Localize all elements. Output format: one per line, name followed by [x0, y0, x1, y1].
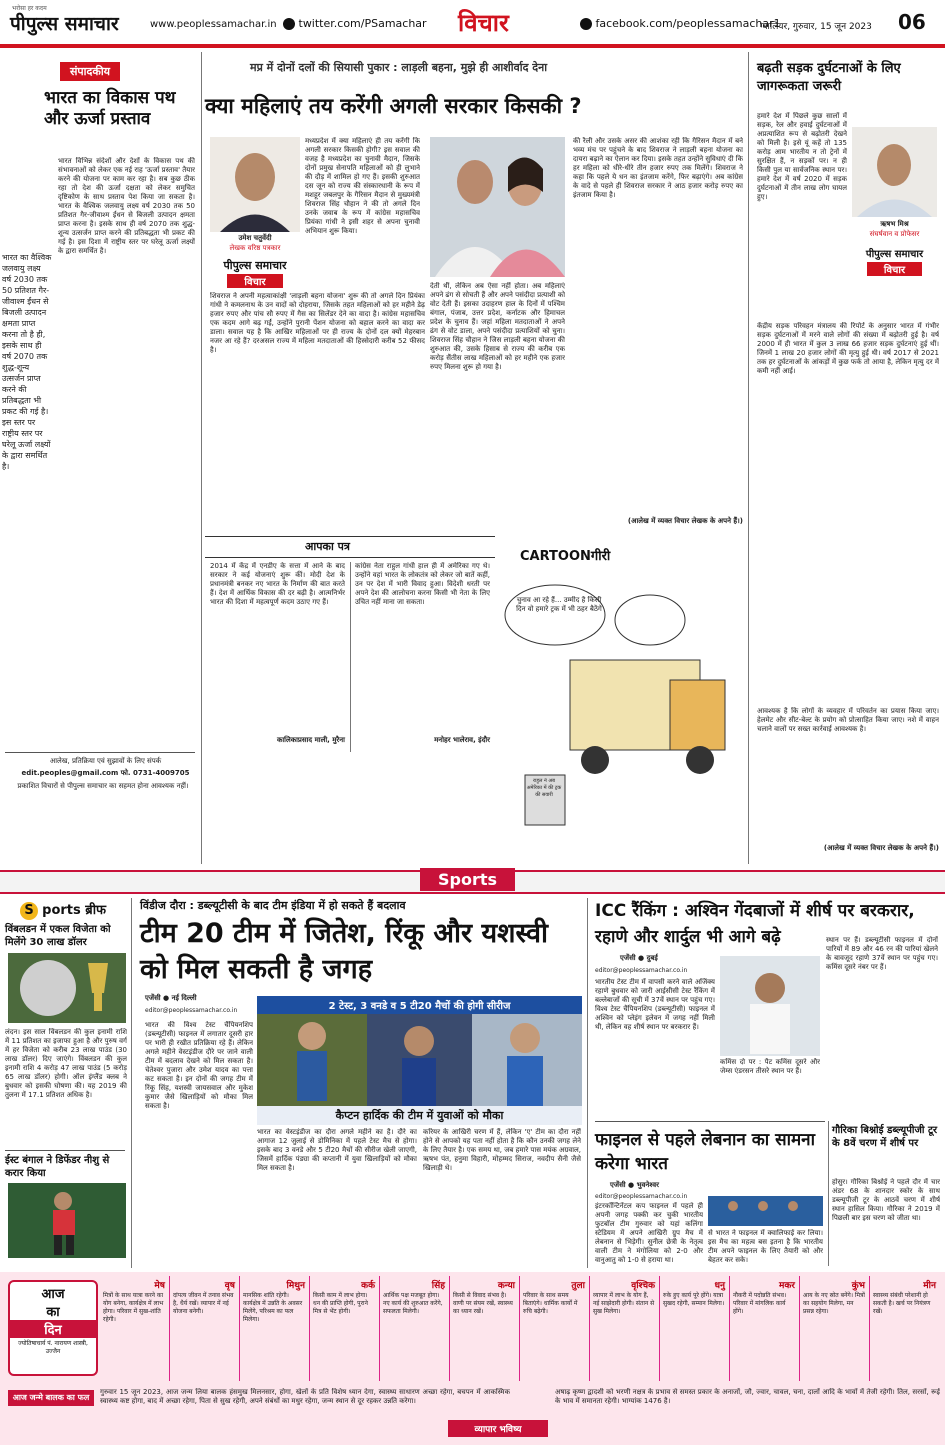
- sign-mesh: [100, 1276, 170, 1381]
- sign-name: कुंभ: [851, 1281, 865, 1291]
- sign-text: किसी काम में लाभ होगा। धन की प्राप्ति होगी, पुराने मित्र से भेंट होगी।: [313, 1292, 368, 1315]
- main-sports-body-1: भारत की विश्व टेस्ट चैंपियनशिप (डब्ल्यूटीसी) फाइनल में लगातार दूसरी हार पर भारी ही रखीत प्रतिक्रिया रहे हैं। लेकिन अगले महीने वेस्टइंडीज दौरे पर जाने वाली टीम में बदलाव देखने को मिल सकता है। चेतेश्वर पुजारा और उमेश यादव का पत्ता कट सकता है। इन दोनों की जगह टीम में रिंकू सिंह, यशस्वी जायसवाल और मुकेश कुमार जैसे खिलाड़ियों को मौका मिल सकता है।: [145, 1021, 253, 1110]
- letters-title: आपका पत्र: [305, 540, 350, 553]
- astrologer-name: ज्योतिषाचार्य पं. नारायण शास्त्री, उज्जैन: [18, 1340, 88, 1355]
- icc-email[interactable]: editor@peoplessamachar.co.in: [595, 967, 688, 974]
- letter-1: 2014 में केंद्र में एनडीए के सत्ता में आने के बाद सरकार ने कई योजनाएं शुरू कीं। मोदी देश के प्रधानमंत्री बनकर नए भारत के निर्माण की बात करते हैं। देश में आर्थिक विकास की दर बढ़ी है। आत्मनिर्भर भारत की दिशा में महत्वपूर्ण कदम उठाए गए हैं।: [210, 562, 345, 606]
- main-sports-body-2: भारत का वेस्टइंडीज का दौरा अगले महीने का है। दौरे का आगाज 12 जुलाई से डोमिनिका में पहले टेस्ट मैच से होगा। इसके बाद 3 वनडे और 5 टी20 मैचों की सीरीज खेली जाएगी, जिसमें हार्दिक पंड्या की कप्तानी में युवा खिलाड़ियों को मौका मिल सकता है।: [257, 1128, 417, 1172]
- sign-text: व्यापार में लाभ के योग हैं, नई साझेदारी होगी। संतान से सुख मिलेगा।: [593, 1292, 655, 1315]
- ashwin-photo: [720, 956, 820, 1056]
- wimbledon-body: लंदन। इस साल विंबलडन की कुल इनामी राशि में 11 प्रतिशत का इजाफा हुआ है और पुरुष वर्ग में हर विजेता को करीब 23 लाख पाउंड (30 लाख डॉलर) दिए जाएंगे। विंबलडन की कुल इनामी राशि 4 करोड़ 47 लाख पाउंड (5 करोड़ 65 लाख डॉलर) होगी। ऑल इंग्लैंड क्लब ने बुधवार को इसकी घोषणा की। यह 2019 की तुलना में 17.1 प्रतिशत अधिक है।: [5, 1028, 127, 1099]
- letter-2: कांग्रेस नेता राहुल गांधी हाल ही में अमेरिका गए थे। उन्होंने वहां भारत के लोकतंत्र को लेकर जो बातें कहीं, उन पर देश में भारी विवाद हुआ। विदेशी धरती पर अपने देश की आलोचना करना किसी भी नेता के लिए उचित नहीं माना जा सकता।: [355, 562, 490, 606]
- lebanon-byline: एजेंसी ● भुवनेश्वर: [610, 1181, 660, 1189]
- dateline: ग्वालियर, गुरुवार, 15 जून 2023: [760, 22, 872, 32]
- letters-section: [205, 536, 495, 866]
- sign-singh: [380, 1276, 450, 1381]
- sign-text: स्वास्थ्य संबंधी परेशानी हो सकती है। खर्च पर नियंत्रण रखें।: [873, 1292, 931, 1315]
- horoscope-grid: [100, 1276, 942, 1381]
- letter-1-sign: कालिकाप्रसाद माली, मुरैना: [276, 736, 345, 744]
- wimbledon-headline: विंबलडन में एकल विजेता को मिलेंगे 30 लाख डॉलर: [5, 924, 111, 948]
- icc-agency-label: एजेंसी: [620, 954, 636, 962]
- lebanon-email[interactable]: editor@peoplessamachar.co.in: [595, 1193, 688, 1200]
- birthday-label: आज जन्मे बालक का फल: [8, 1390, 94, 1406]
- sign-text: आर्थिक पक्ष मजबूत होगा। नए कार्य की शुरुआत करेंगे, सफलता मिलेगी।: [383, 1292, 443, 1315]
- lead-brand-section: विचार: [227, 274, 283, 288]
- sign-name: मिथुन: [286, 1281, 305, 1291]
- brand-tag: भरोसा हर कदम: [12, 5, 47, 12]
- bowler-photo-icon: [720, 956, 820, 1056]
- lead-kicker: मप्र में दोनों दलों की सियासी पुकार : लाड़ली बहना, मुझे ही आशीर्वाद देना: [250, 61, 548, 74]
- icc-body: भारतीय टेस्ट टीम में वापसी करने वाले अजिंक्य रहाणे बुधवार को जारी आईसीसी टेस्ट रैंकिंग में बल्लेबाजों की सूची में 37वें स्थान पर पहुंच गए। विश्व टेस्ट चैंपियनशिप (डब्ल्यूटीसी) फाइनल में अश्विन को प्लेइंग इलेवन में जगह नहीं मिली थी, लेकिन वह शीर्ष स्थान पर बरकरार हैं।: [595, 978, 715, 1031]
- sign-vrishchik: [590, 1276, 660, 1381]
- main-sports-email[interactable]: editor@peoplessamachar.co.in: [145, 1007, 238, 1014]
- masthead: [0, 0, 945, 44]
- sign-name: वृश्चिक: [631, 1281, 655, 1291]
- brief-header: [20, 900, 106, 920]
- sign-name: कन्या: [497, 1281, 515, 1291]
- sign-tula: [520, 1276, 590, 1381]
- brief-s-badge: S: [20, 902, 38, 920]
- sign-text: परिवार के साथ समय बिताएंगे। धार्मिक कार्यों में रुचि बढ़ेगी।: [523, 1292, 578, 1315]
- editorial-column-rule: [201, 52, 202, 864]
- cartoon-sign: राहुल ने अब अमेरिका में की ट्रक की सवारी: [526, 778, 562, 798]
- footballer-photo-icon: [8, 1183, 126, 1258]
- business-label: व्यापार भविष्य: [448, 1420, 548, 1437]
- sign-dhanu: [660, 1276, 730, 1381]
- gaurika-headline: गौरिका बिश्नोई डब्ल्यूपीजी टूर के 8वें चरण में शीर्ष पर: [832, 1125, 938, 1149]
- icc-headline: ICC रैंकिंग : अश्विन गेंदबाजों में शीर्ष पर बरकरार, रहाणे और शार्दुल भी आगे बढ़े: [595, 901, 915, 947]
- agency-label: एजेंसी: [145, 994, 161, 1002]
- brand-name: पीपुल्स समाचार: [10, 13, 119, 35]
- lead-article: [205, 52, 745, 532]
- sign-kark: [310, 1276, 380, 1381]
- author-photo: [210, 137, 300, 232]
- lead-headline: क्या महिलाएं तय करेंगी अगली सरकार किसकी ?: [205, 94, 582, 118]
- twitter-text: twitter.com/PSamachar: [298, 17, 427, 30]
- right-column-rule: [748, 52, 749, 864]
- editorial-title: भारत का विकास पथ और ऊर्जा प्रस्ताव: [44, 88, 176, 129]
- website[interactable]: www.peoplessamachar.in: [150, 19, 277, 30]
- lead-photo: [430, 137, 565, 277]
- lebanon-body-2: से भारत ने फाइनल में क्वालिफाई कर लिया। इस मैच का महत्व बस इतना है कि भारतीय टीम अपने फाइनल के लिए तैयारी को और बेहतर कर सके।: [708, 1229, 823, 1264]
- cartoon-title: CARTOONगीरी: [520, 549, 611, 564]
- author-portrait-icon: [210, 137, 300, 232]
- trophy-photo-icon: [8, 953, 126, 1023]
- sign-kanya: [450, 1276, 520, 1381]
- accidents-author-portrait-icon: [852, 127, 937, 217]
- page-number: 06: [898, 10, 926, 34]
- lead-author-name: उमेश चतुर्वेदी: [238, 234, 272, 242]
- cricketers-photo-icon: [257, 996, 582, 1124]
- icc-city-label: दुबई: [646, 954, 658, 962]
- editorial-divider: [5, 752, 195, 753]
- cartoon-bubble: चुनाव आ रहे हैं... उम्मीद है किसी दिन वो हमारे ट्रक में भी ठहर बैठेंगे: [516, 596, 602, 613]
- sign-vrish: [170, 1276, 240, 1381]
- gaurika-rule: [828, 1121, 829, 1266]
- horoscope-title-box: [8, 1280, 98, 1376]
- series-caption: 2 टेस्ट, 3 वनडे व 5 टी20 मैचों की होगी सीरीज: [257, 996, 582, 1014]
- editorial-body: भारत विभिन्न संदेशों और देशों के विकास पथ की संभावनाओं को लेकर एक नई राह 'ऊर्जा प्रस्ताव' तैयार करने की योजना पर काम कर रहा है। सब कुछ ठीक रहा तो देश की ऊर्जा दक्षता को लेकर समुचित दृष्टिकोण के साथ प्रस्ताव पेश किया जा सकता है। भारत के वैश्विक जलवायु लक्ष्य वर्ष 2030 तक 50 प्रतिशत गैर-जीवाश्म ईंधन से बिजली उत्पादन क्षमता प्राप्त करना है। इसके साथ ही वर्ष 2070 तक शुद्ध-शून्य उत्सर्जन प्राप्त करने की प्रतिबद्धता भी प्रकट की गई है। इस दिशा में राष्ट्रीय स्तर पर घरेलू ऊर्जा लक्ष्यों के द्वारा समर्थित है।: [58, 157, 195, 255]
- sign-name: तुला: [571, 1281, 585, 1291]
- sports-band-label: Sports: [420, 868, 515, 891]
- lead-brand-box: पीपुल्स समाचार: [223, 259, 287, 272]
- sports-brief: [0, 898, 130, 1268]
- sign-text: किसी से विवाद संभव है। वाणी पर संयम रखें, स्वास्थ्य का ध्यान रखें।: [453, 1292, 513, 1315]
- twitter-handle[interactable]: [283, 17, 427, 30]
- sign-name: मीन: [923, 1281, 936, 1291]
- editorial-pullquote: भारत का वैश्विक जलवायु लक्ष्य वर्ष 2030 तक 50 प्रतिशत गैर-जीवाश्म ईंधन से बिजली उत्पादन क्षमता प्राप्त करना तो है ही, इसके साथ ही वर्ष 2070 तक शुद्ध-शून्य उत्सर्जन प्राप्त करने की प्रतिबद्धता भी प्रकट की गई है। इस स्तर पर राष्ट्रीय स्तर पर घरेलू ऊर्जा लक्ष्यों के द्वारा समर्थित है।: [2, 253, 52, 471]
- letter-2-sign: मनोहर भालेराव, इंदौर: [434, 736, 490, 744]
- sign-kumbh: [800, 1276, 870, 1381]
- lebanon-city-label: भुवनेश्वर: [636, 1181, 660, 1189]
- lebanon-headline: फाइनल से पहले लेबनान का सामना करेगा भारत: [595, 1130, 815, 1174]
- contact-email[interactable]: edit.peoples@gmail.com फो. 0731-4009705: [21, 769, 190, 777]
- twitter-icon: [283, 18, 295, 30]
- gaurika-body: होसुर। गौरिका बिश्नोई ने पहले दौर में चार अंडर 68 के शानदार स्कोर के साथ डब्ल्यूपीजी टूर के आठवें चरण में शीर्ष स्थान हासिल किया। गौरिका ने 2019 में पिछली बार इस चरण को जीता था।: [832, 1178, 940, 1222]
- facebook-icon: [580, 18, 592, 30]
- sign-name: वृष: [224, 1281, 235, 1291]
- sign-meen: [870, 1276, 940, 1381]
- accidents-body-3: आवश्यक है कि लोगों के व्यवहार में परिवर्तन का प्रयास किया जाए। हेलमेट और सीट-बेल्ट के प्रयोग को प्रोत्साहित किया जाए। नशे में वाहन चलाने वालों पर सख्त कार्रवाई आवश्यक है।: [757, 707, 939, 733]
- photo-caption: कैप्टन हार्दिक की टीम में युवाओं को मौका: [257, 1106, 582, 1125]
- sign-name: मेष: [154, 1281, 165, 1291]
- wimbledon-photo: [8, 953, 126, 1023]
- lead-footer: (आलेख में व्यक्त विचार लेखक के अपने हैं।): [627, 517, 743, 525]
- sign-name: धनु: [714, 1281, 725, 1291]
- header-rule: [0, 44, 945, 48]
- accidents-footer: (आलेख में व्यक्त विचार लेखक के अपने हैं।): [823, 844, 939, 852]
- icc-byline: एजेंसी ● दुबई: [620, 954, 658, 962]
- lead-col-2: शिवराज ने अपनी महत्वाकांक्षी 'लाड़ली बहना योजना' शुरू की तो अगले दिन प्रियंका गांधी ने कमलनाथ के उन वादों को दोहराया, जिसके तहत महिलाओं को हर महीने डेढ़ हजार रुपए और पांच सौ रुपए में गैस का सिलेंडर देने का वादा है। कांग्रेस महासचिव एक कदम आगे बढ़ गईं, उन्होंने पुरानी पेंशन योजना को बहाल करने का वादा कर डाला। सवाल यह है कि आखिर महिलाओं पर ही राज्य के दोनों दल क्यों मेहरबान नजर आ रहे हैं? दरअसल राज्य में महिला मतदाताओं की हिस्सेदारी करीब 52 फीसद है।: [210, 292, 425, 354]
- lebanon-photo: [708, 1196, 823, 1226]
- main-sports-headline: टीम 20 टीम में जितेश, रिंकू और यशस्वी को मिल सकती है जगह: [140, 918, 549, 985]
- sign-text: रुके हुए कार्य पूरे होंगे। यात्रा सुखद रहेगी, सम्मान मिलेगा।: [663, 1292, 725, 1307]
- main-sports-photo: [257, 996, 582, 1124]
- sign-mithun: [240, 1276, 310, 1381]
- accidents-body-1: हमारे देश में पिछले कुछ सालों में सड़क, रेल और हवाई दुर्घटनाओं में अप्रत्याशित रूप से बढ़ोतरी देखने को मिली है। इसे यूं कहें तो 135 करोड़ आम भारतीय न तो ट्रेनों में सुरक्षित हैं, न सड़कों पर। न ही किसी पुल या सार्वजनिक स्थान पर। हमारे देश में वर्ष 2020 में सड़क दुर्घटनाओं में तीन लाख लोग घायल हुए।: [757, 112, 847, 201]
- main-sports-kicker: विंडीज दौरा : डब्ल्यूटीसी के बाद टीम इंडिया में हो सकते हैं बदलाव: [140, 899, 406, 912]
- editorial-disclaimer: प्रकाशित विचारों से पीपुल्स समाचार का सहमत होना आवश्यक नहीं।: [17, 782, 189, 790]
- brief-label: ports ब्रीफ: [42, 903, 107, 918]
- icc-story: [590, 896, 942, 1268]
- main-sports-byline: एजेंसी ● नई दिल्ली: [145, 994, 197, 1002]
- editorial-column: [0, 52, 200, 867]
- accidents-body-2: केंद्रीय सड़क परिवहन मंत्रालय की रिपोर्ट के अनुसार भारत में गंभीर सड़क दुर्घटनाओं में मरने वाले लोगों की संख्या में बढ़ोतरी हुई है। वर्ष 2000 में ही भारत में कुल 3 लाख 66 हजार सड़क दुर्घटनाएं हुई थीं। जिनमें 1 लाख 20 हजार लोगों की मृत्यु हुई थी। वर्ष 2017 से 2021 तक हर दुर्घटनाओं के आंकड़ों में कुछ फर्क तो आया है, लेकिन मृत्यु दर में कमी नहीं आई।: [757, 322, 939, 375]
- icc-divider: [595, 1121, 825, 1122]
- main-sports-story: [135, 896, 585, 1268]
- sign-text: आय के नए स्रोत बनेंगे। मित्रों का सहयोग मिलेगा, मन प्रसन्न रहेगा।: [803, 1292, 865, 1315]
- letters-title-bar: [205, 536, 495, 558]
- accidents-author-name: ऋषभ मिश्र: [880, 220, 909, 228]
- icc-body-2: स्थान पर हैं। डब्ल्यूटीसी फाइनल में दोनों पारियों में 89 और 46 रन की पारियां खेलने के बावजूद रहाणे 37वें स्थान पर पहुंच गए। कमिंस दूसरे नंबर पर हैं।: [826, 936, 938, 971]
- accidents-brand-box: पीपुल्स समाचार: [865, 249, 924, 260]
- horoscope-title-3: दिन: [10, 1320, 96, 1338]
- lead-col-3: देती थीं, लेकिन अब ऐसा नहीं होता। अब महिलाएं अपने ढंग से सोचती हैं और अपने पसंदीदा प्रत्याशी को वोट देती हैं। इसका उदाहरण हाल के दिनों में पश्चिम बंगाल, पंजाब, उत्तर प्रदेश, कर्नाटक और हिमाचल प्रदेश के चुनाव हैं। जहां महिला मतदाताओं ने अपने ढंग से वोट डाला, अपने पसंदीदा प्रत्याशियों को चुना। शिवराज सिंह चौहान ने जिस लाड़ली बहना योजना की शुरुआत की, उसके हिसाब से राज्य की करीब एक करोड़ सैंतीस लाख महिलाओं को हर महीने एक हजार रुपए मिलना शुरू हो गया है।: [430, 282, 565, 371]
- lead-col-4: की रैली और उसके असर की आशंका रही कि गैरिसन मैदान में बने भव्य मंच पर पहुंचने के बाद शिवराज ने लाड़ली बहना योजना का दायरा बढ़ाने का ऐलान कर दिया। इसके तहत उन्होंने सुविधाएं दी कि हर महिला को धीरे-धीरे तीन हजार रुपए तक मिलेंगे। शिवराज ने कहा कि पहले ये धन का इंतजाम करेंगे, फिर बढ़ाएंगे। अब कांग्रेस के वादे से पहले ही शिवराज सरकार ने आठ हजार करोड़ रुपए का इंतजाम किया है।: [573, 137, 743, 199]
- sign-text: मानसिक शांति रहेगी। कार्यक्षेत्र में उन्नति के अवसर मिलेंगे, परिश्रम का फल मिलेगा।: [243, 1292, 303, 1323]
- sign-text: दांपत्य जीवन में तनाव संभव है, धैर्य रखें। व्यापार में नई योजना बनेगी।: [173, 1292, 234, 1315]
- accidents-headline: बढ़ती सड़क दुर्घटनाओं के लिए जागरूकता जरूरी: [757, 61, 901, 94]
- birthday-text: गुरुवार 15 जून 2023, आज जन्म लिया बालक हंसमुख मिलनसार, होगा, खेलों के प्रति विशेष ध्यान देगा, स्वास्थ्य साधारण अच्छा रहेगा, बचपन में आकस्मिक स्वास्थ्य कष्ट होगा, बाद में अच्छा रहेगा, पिता से सुख रहेगी, अपने संबंधों का मधुर रहेगा, जन्म स्थान से दूर रहकर उन्नति करेगा।: [100, 1388, 510, 1405]
- accidents-brand-section: विचार: [867, 262, 922, 276]
- brand-logo: [10, 10, 119, 36]
- east-bengal-headline: ईस्ट बंगाल ने डिफेंडर नीशु से करार किया: [5, 1155, 110, 1179]
- sign-makar: [730, 1276, 800, 1381]
- facebook-handle[interactable]: [580, 17, 781, 30]
- accidents-article: [752, 52, 942, 864]
- lead-col-1: मध्यप्रदेश में क्या महिलाएं ही तय करेंगी कि अगली सरकार किसकी होगी? इस सवाल की वजह है मध्यप्रदेश का चुनावी मैदान, जिसके दोनों प्रमुख सेनापति महिलाओं को ही लुभाने की दौड़ में शामिल हो गए हैं। इसकी शुरुआत दस जून को राज्य की संस्कारधानी के रूप में मशहूर जबलपुर के गैरिसन मैदान से मुख्यमंत्री शिवराज सिंह चौहान ने की तो अगले दिन उनके जवाब के रूप में कांग्रेस महासचिव प्रियंका गांधी ने इसी शहर से अपना चुनावी अभियान शुरू किया।: [305, 137, 420, 235]
- sign-name: सिंह: [431, 1281, 445, 1291]
- sign-text: मित्रों के साथ यात्रा करने का योग बनेगा, कार्यक्षेत्र में लाभ होगा। परिवार में सुख-शांति रहेगी।: [103, 1292, 164, 1323]
- letters-divider: [350, 562, 351, 752]
- lebanon-agency-label: एजेंसी: [610, 1181, 626, 1189]
- sign-name: मकर: [779, 1281, 795, 1291]
- cartoon-section: [500, 540, 745, 840]
- brief-divider: [5, 1150, 125, 1151]
- business-text: अषाढ़ कृष्ण द्वादशी को भरणी नक्षत्र के प्रभाव से समस्त प्रकार के अनाजों, जौ, ज्वार, चावल, चना, दालों आदि के भावों में तेजी रहेगी। तिल, सरसों, रूई के भाव में समानता रहेगी। भाग्यांक 1476 है।: [555, 1388, 940, 1405]
- lebanon-body: इंटरकॉन्टिनेंटल कप फाइनल में पहले ही अपनी जगह पक्की कर चुकी भारतीय फुटबॉल टीम गुरुवार को यहां कलिंगा स्टेडियम में अपने आखिरी ग्रुप मैच में लेबनान से भिड़ेगी। सुनील छेत्री के नेतृत्व वाली टीम ने मंगोलिया को 2-0 और वानुआतु को 1-0 से हराया था।: [595, 1202, 703, 1264]
- main-sports-body-3: करियर के आखिरी चरण में हैं, लेकिन 'ए' टीम का दौरा नहीं होने से आपको यह पता नहीं होता है कि कौन उनकी जगह लेने के लिए तैयार है। एक समय था, जब हमारे पास मयंक अग्रवाल, ऋषभ पंत, हनुमा विहारी, मोहम्मद सिराज, नवदीप सैनी जैसे खिलाड़ी थे।: [423, 1128, 581, 1172]
- sign-text: नौकरी में पदोन्नति संभव। परिवार में मांगलिक कार्य होंगे।: [733, 1292, 787, 1315]
- football-team-photo-icon: [708, 1196, 823, 1226]
- ashwin-caption: कमिंस दो पर : पैट कमिंस दूसरे और जेम्स एंडरसन तीसरे स्थान पर हैं।: [720, 1058, 820, 1075]
- horoscope-title-2: का: [46, 1305, 60, 1320]
- section-title: विचार: [458, 9, 509, 37]
- city-label: नई दिल्ली: [171, 994, 197, 1002]
- facebook-text: facebook.com/peoplessamachar1: [595, 17, 781, 30]
- politicians-photo-icon: [430, 137, 565, 277]
- brief-column-rule: [131, 898, 132, 1268]
- accidents-author-photo: [852, 127, 937, 217]
- main-sports-rule: [587, 898, 588, 1268]
- accidents-author-role: संघर्षवान व प्रोफेसर: [869, 230, 920, 238]
- sign-name: कर्क: [361, 1281, 375, 1291]
- horoscope-title-1: आज: [41, 1287, 65, 1302]
- editorial-label: संपादकीय: [60, 62, 120, 81]
- lead-author-role: लेखक वरिष्ठ पत्रकार: [229, 244, 281, 252]
- east-bengal-photo: [8, 1183, 126, 1258]
- contact-label: आलेख, प्रतिक्रिया एवं सुझावों के लिए संपर्क: [49, 757, 162, 765]
